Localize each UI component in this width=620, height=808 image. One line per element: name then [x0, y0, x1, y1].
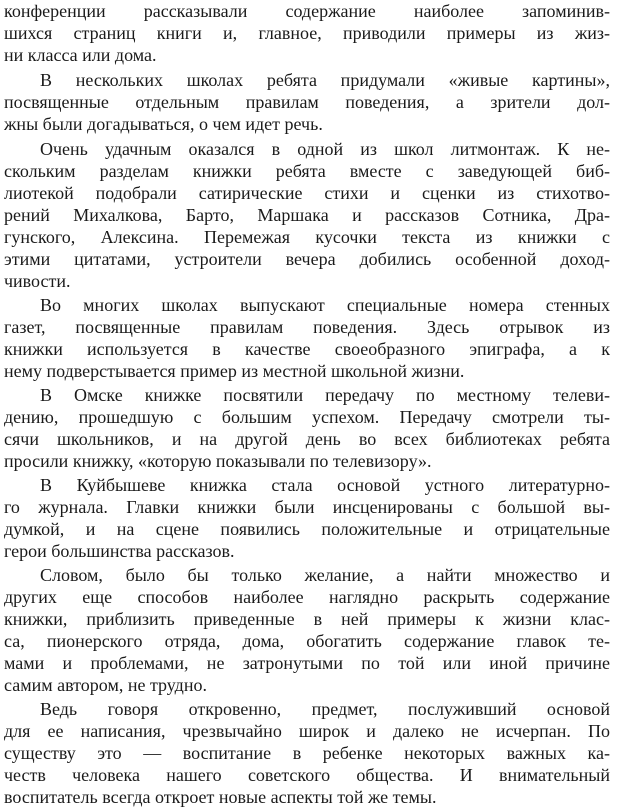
paragraph-first-line: В нескольких школах ребята придумали «живые картины»,: [40, 70, 610, 90]
text-line: существу это — воспитание в ребенке некоторых важных ка-: [4, 743, 610, 763]
text-line: честв человека нашего советского общества. И внимательный: [4, 765, 610, 785]
text-line: самим автором, не трудно.: [4, 675, 207, 695]
text-line: посвященные отдельным правилам поведения, а зрители дол-: [4, 92, 610, 112]
text-line: воспитатель всегда откроет новые аспекты той же темы.: [4, 787, 437, 807]
text-line: чивости.: [4, 271, 71, 291]
text-line: просили книжку, «которую показывали по телевизору».: [4, 451, 432, 471]
text-line: шихся страниц книги и, главное, приводили примеры из жиз-: [4, 23, 610, 43]
text-line: книжки, приблизить приведенные в ней примеры к жизни клас-: [4, 609, 610, 629]
text-line: ни класса или дома.: [4, 45, 157, 65]
text-line: жны были догадываться, о чем идет речь.: [4, 114, 323, 134]
text-line: нему подверстывается пример из местной школьной жизни.: [4, 361, 465, 381]
text-line: герои большинства рассказов.: [4, 541, 235, 561]
paragraph-first-line: В Куйбышеве книжка стала основой устного литературно-: [40, 475, 610, 495]
text-line: го журнала. Главки книжки были инсценированы с большой вы-: [4, 497, 610, 517]
text-line: думкой, и на сцене появились положительные и отрицательные: [4, 519, 610, 539]
text-line: мами и проблемами, не затронутыми по той или иной причине: [4, 653, 610, 673]
text-line: са, пионерского отряда, дома, обогатить содержание главок те-: [4, 631, 610, 651]
text-line: для ее написания, чрезвычайно широк и далеко не исчерпан. По: [4, 721, 610, 741]
paragraph-first-line: Во многих школах выпускают специальные номера стенных: [40, 295, 610, 315]
text-line: других еще способов наиболее наглядно раскрыть содержание: [4, 587, 610, 607]
text-line: скольким разделам книжки ребята вместе с заведующей биб-: [4, 161, 610, 181]
paragraph-first-line: Очень удачным оказался в одной из школ литмонтаж. К не-: [40, 139, 610, 159]
text-line: рений Михалкова, Барто, Маршака и рассказов Сотника, Дра-: [4, 205, 610, 225]
paragraph-first-line: В Омске книжке посвятили передачу по местному телеви-: [40, 385, 610, 405]
text-line: книжки используется в качестве своеобразного эпиграфа, а к: [4, 339, 610, 359]
text-line: этими цитатами, устроители вечера добились особенной доход-: [4, 249, 610, 269]
text-line: сячи школьников, и на другой день во всех библиотеках ребята: [4, 429, 610, 449]
text-line: газет, посвященные правилам поведения. Здесь отрывок из: [4, 317, 610, 337]
text-line: лиотекой подобрали сатирические стихи и сценки из стихотво-: [4, 183, 610, 203]
text-line: гунского, Алексина. Перемежая кусочки текста из книжки с: [4, 227, 610, 247]
paragraph-first-line: Словом, было бы только желание, а найти множество и: [40, 565, 610, 585]
text-line: дению, прошедшую с большим успехом. Передачу смотрели ты-: [4, 407, 610, 427]
text-line: конференции рассказывали содержание наиболее запоминив-: [4, 1, 610, 21]
paragraph-first-line: Ведь говоря откровенно, предмет, послуживший основой: [40, 699, 610, 719]
